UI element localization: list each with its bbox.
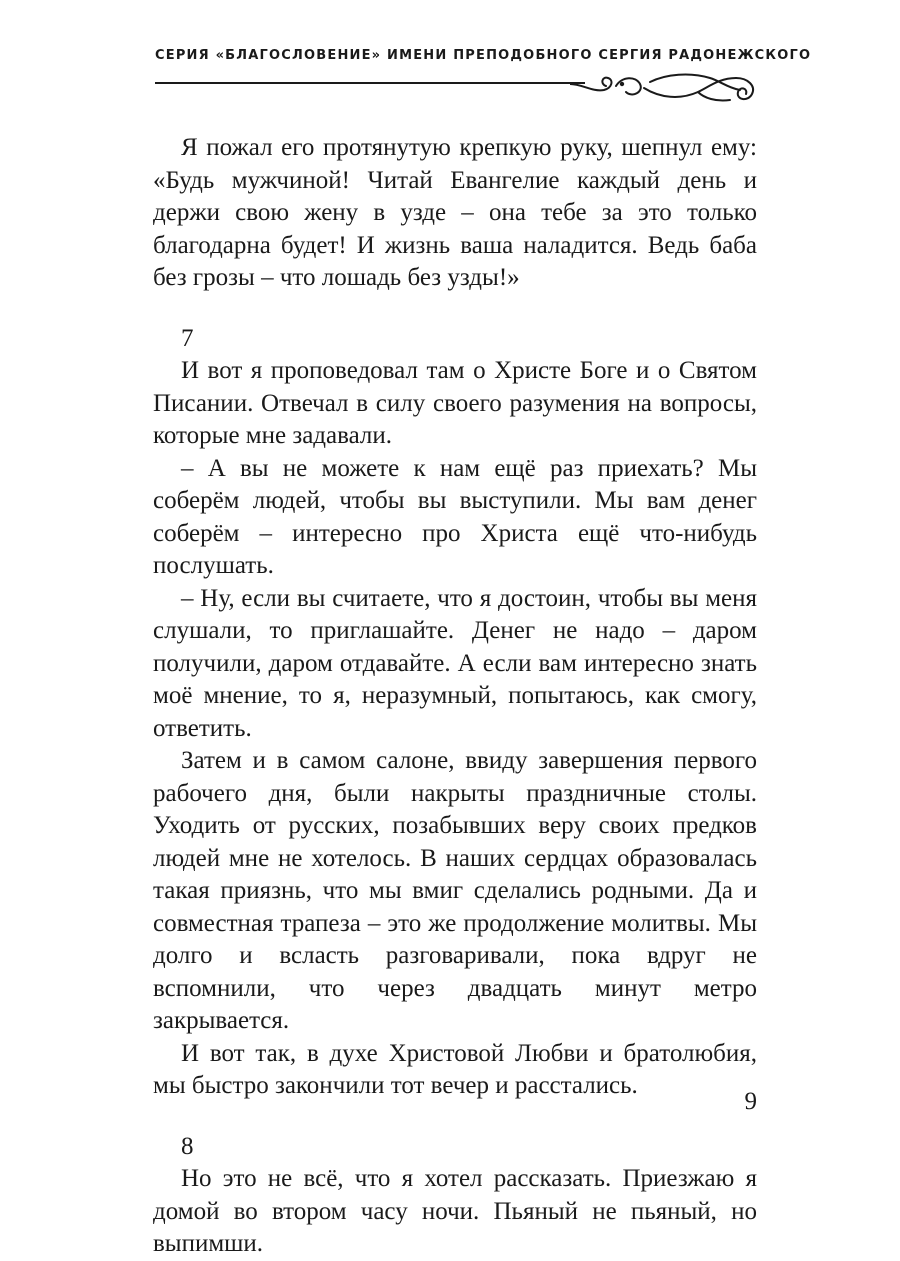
- series-title: СЕРИЯ «БЛАГОСЛОВЕНИЕ» ИМЕНИ ПРЕПОДОБНОГО СЕРГИЯ РАДОНЕЖСКОГО: [155, 48, 812, 63]
- section-number-8: 8: [181, 1132, 194, 1160]
- section-number-7: 7: [181, 324, 194, 352]
- page-body: [153, 132, 757, 1261]
- header-rule: [155, 82, 585, 84]
- section-gap: [153, 295, 757, 323]
- paragraph: – А вы не можете к нам ещё раз приехать? Мы соберём людей, чтобы вы выступили. Мы вам денег соберём – интересно про Христа ещё что-нибудь послушать.: [153, 454, 757, 579]
- paragraph: – Ну, если вы считаете, что я достоин, чтобы вы меня слушали, то приглашайте. Денег не надо – даром получили, даром отдавайте. А если вам интересно знать моё мнение, то я, неразумный, попытаюсь, как смогу, ответить.: [153, 584, 757, 742]
- paragraph: И вот я проповедовал там о Христе Боге и о Святом Писании. Отвечал в силу своего разумения на вопросы, которые мне задавали.: [153, 357, 757, 449]
- scroll-flourish-icon: [570, 68, 760, 110]
- paragraph: Затем и в самом салоне, ввиду завершения первого рабочего дня, были накрыты праздничные столы. Уходить от русских, позабывших веру своих предков людей мне не хотелось. В наших сердцах образовалась такая приязнь, что мы вмиг сделались родными. Да и совместная трапеза – это же продолжение молитвы. Мы долго и всласть разговаривали, пока вдруг не вспомнили, что через двадцать минут метро закрывается.: [153, 747, 757, 1034]
- paragraph: И вот так, в духе Христовой Любви и братолюбия, мы быстро закончили тот вечер и расстались.: [153, 1039, 757, 1099]
- paragraph: Но это не всё, что я хотел рассказать. Приезжаю я домой во втором часу ночи. Пьяный не пьяный, но выпимши.: [153, 1165, 757, 1257]
- running-header: [155, 40, 812, 110]
- page-number: 9: [744, 1088, 757, 1115]
- paragraph: Я пожал его протянутую крепкую руку, шепнул ему: «Будь мужчиной! Читай Евангелие каждый день и держи свою жену в узде – она тебе за это только благодарна будет! И жизнь ваша наладится. Ведь баба без грозы – что лошадь без узды!»: [153, 134, 757, 291]
- section-gap: [153, 1103, 757, 1131]
